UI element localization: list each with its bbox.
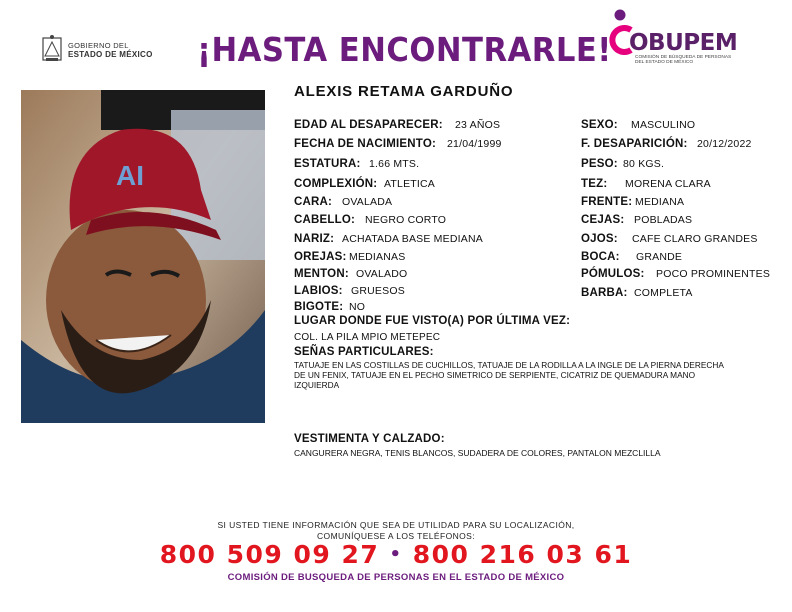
field-value-weight: 80 KGS. (623, 158, 665, 170)
field-value-lips: GRUESOS (351, 285, 405, 297)
last-seen-label: LUGAR DONDE FUE VISTO(A) POR ÚLTIMA VEZ: (294, 315, 571, 327)
field-label-mustache: BIGOTE: (294, 301, 344, 313)
field-value-mouth: GRANDE (636, 251, 683, 263)
field-value-face: OVALADA (342, 196, 393, 208)
field-value-hair: NEGRO CORTO (365, 214, 447, 226)
field-label-eyebrows: CEJAS: (581, 214, 625, 226)
field-label-chin: MENTON: (294, 268, 349, 280)
clothing-label: VESTIMENTA Y CALZADO: (294, 433, 445, 445)
field-value-eyebrows: POBLADAS (634, 214, 693, 226)
field-value-chin: OVALADO (356, 268, 408, 280)
person-name: ALEXIS RETAMA GARDUÑO (294, 83, 514, 100)
phone-separator-icon: • (389, 544, 403, 565)
field-label-mouth: BOCA: (581, 251, 620, 263)
field-label-ears: OREJAS: (294, 251, 347, 263)
field-label-sex: SEXO: (581, 119, 618, 131)
marks-text (294, 360, 784, 390)
gov-logo (40, 34, 180, 68)
cobupem-logo (603, 8, 753, 70)
field-label-face: CARA: (294, 196, 333, 208)
phone-1[interactable]: 800 509 09 27 (159, 540, 380, 569)
last-seen-value: COL. LA PILA MPIO METEPEC (294, 332, 441, 343)
clothing-value: CANGURERA NEGRA, TENIS BLANCOS, SUDADERA DE COLORES, PANTALON MEZCLILLA (294, 448, 661, 458)
field-value-build: ATLETICA (384, 178, 435, 190)
field-value-nose: ACHATADA BASE MEDIANA (342, 233, 483, 245)
field-label-eyes: OJOS: (581, 233, 618, 245)
commission-name: COMISIÓN DE BUSQUEDA DE PERSONAS EN EL ESTADO DE MÉXICO (227, 572, 565, 583)
field-label-birthdate: FECHA DE NACIMIENTO: (294, 138, 436, 150)
footer-note-2: COMUNÍQUESE A LOS TELÉFONOS: (317, 531, 475, 541)
field-label-beard: BARBA: (581, 287, 628, 299)
marks-label: SEÑAS PARTICULARES: (294, 346, 434, 358)
field-label-cheekbones: PÓMULOS: (581, 268, 645, 280)
field-value-beard: COMPLETA (634, 287, 693, 299)
field-value-ears: MEDIANAS (349, 251, 406, 263)
field-label-build: COMPLEXIÓN: (294, 178, 378, 190)
field-label-nose: NARIZ: (294, 233, 335, 245)
field-value-complexion: MORENA CLARA (625, 178, 711, 190)
field-value-sex: MASCULINO (631, 119, 696, 131)
field-value-height: 1.66 MTS. (369, 158, 420, 170)
field-label-complexion: TEZ: (581, 178, 608, 190)
field-value-cheekbones: POCO PROMINENTES (656, 268, 771, 280)
headline: ¡HASTA ENCONTRARLE! (197, 30, 612, 69)
gov-line-1: GOBIERNO DEL (68, 41, 129, 50)
field-label-weight: PESO: (581, 158, 618, 170)
field-label-height: ESTATURA: (294, 158, 361, 170)
cobupem-sub-1: COMISIÓN DE BÚSQUEDA DE PERSONAS (635, 55, 732, 60)
state-seal-icon (40, 34, 64, 64)
field-label-forehead: FRENTE: (581, 196, 633, 208)
marks-line-1: TATUAJE EN LAS COSTILLAS DE CUCHILLOS, TATUAJE DE LA RODILLA A LA INGLE DE LA PIERNA DERECHA (294, 360, 724, 370)
phone-numbers (0, 540, 792, 569)
gov-line-2: ESTADO DE MÉXICO (68, 50, 153, 59)
footer-note (0, 520, 792, 542)
field-value-forehead: MEDIANA (635, 196, 685, 208)
phone-2[interactable]: 800 216 03 61 (412, 540, 633, 569)
cobupem-subtitle (635, 55, 735, 65)
field-label-hair: CABELLO: (294, 214, 356, 226)
footer-note-1: SI USTED TIENE INFORMACIÓN QUE SEA DE UTILIDAD PARA SU LOCALIZACIÓN, (217, 520, 575, 530)
field-value-age: 23 AÑOS (455, 119, 501, 131)
field-value-birthdate: 21/04/1999 (447, 138, 502, 150)
cap-logo-icon: AI (116, 160, 144, 191)
field-label-disappearance-date: F. DESAPARICIÓN: (581, 138, 688, 150)
marks-line-2: DE UN FENIX, TATUAJE EN EL PECHO SIMETRICO DE SERPIENTE, CICATRIZ DE QUEMADURA MANO (294, 370, 696, 380)
field-value-mustache: NO (349, 301, 366, 313)
field-label-age: EDAD AL DESAPARECER: (294, 119, 443, 131)
person-photo (21, 90, 265, 423)
field-label-lips: LABIOS: (294, 285, 343, 297)
cobupem-sub-2: DEL ESTADO DE MÉXICO (635, 60, 694, 65)
field-value-disappearance-date: 20/12/2022 (697, 138, 752, 150)
cobupem-name: OBUPEM (629, 30, 738, 56)
field-value-eyes: CAFE CLARO GRANDES (632, 233, 758, 245)
marks-line-3: IZQUIERDA (294, 380, 340, 390)
